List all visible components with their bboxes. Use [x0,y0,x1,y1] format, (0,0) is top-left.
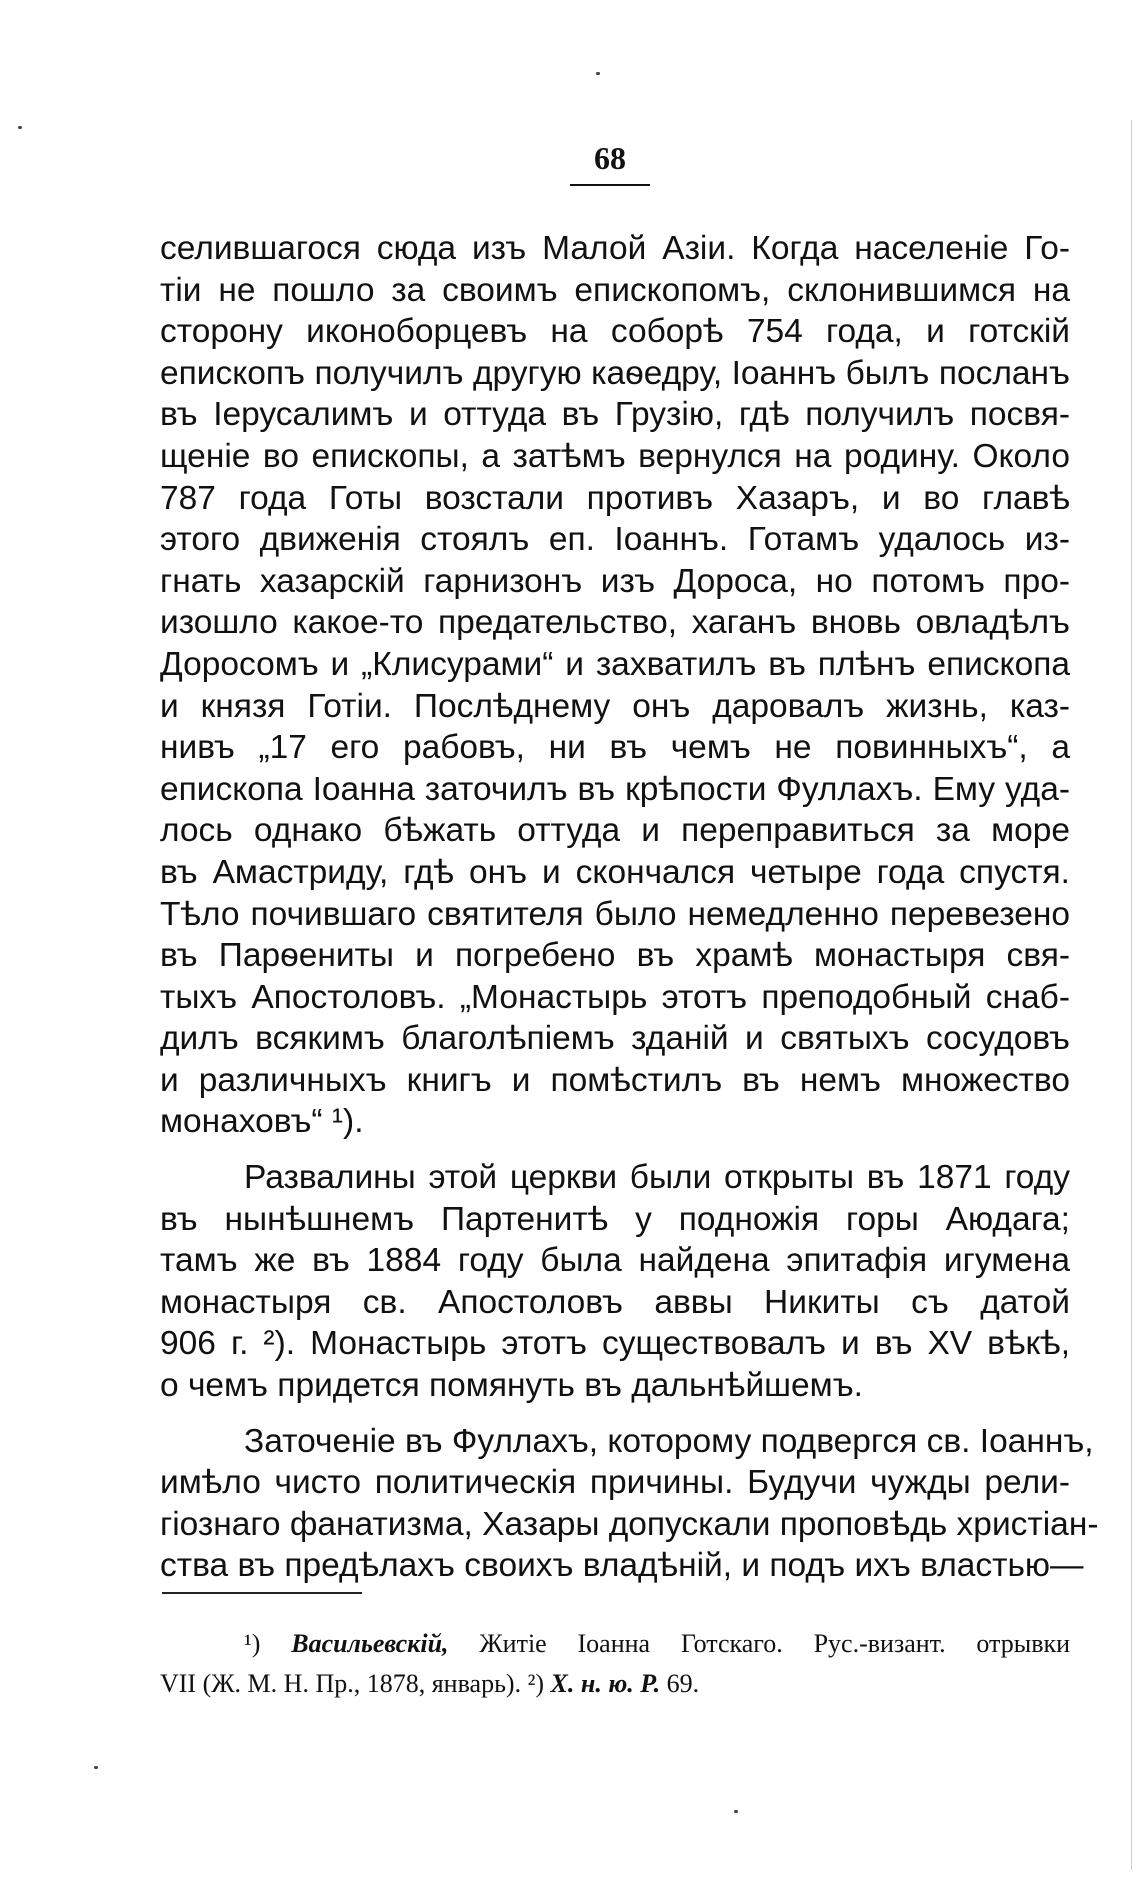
text-line: въ Парѳениты и погребено въ храмѣ монастыря свя- [160,937,1070,975]
text-line: 787 года Готы возстали противъ Хазаръ, и во главѣ [160,479,1070,517]
text-line: селившагося сюда изъ Малой Азіи. Когда населеніе Го- [160,230,1070,267]
text-line: Доросомъ и „Клисурами“ и захватилъ въ плѣнъ епископа [160,645,1070,683]
text-line: гнать хазарскій гарнизонъ изъ Дороса, но потомъ про- [160,562,1070,600]
footnote-author: Васильевскій, [291,1629,449,1658]
footnote-text: VII (Ж. М. Н. Пр., 1878, январь). [160,1669,522,1698]
text-line: имѣло чисто политическія причины. Будучи чужды рели- [160,1464,1070,1502]
footnote-marker: ¹) [244,1629,261,1658]
scan-speck [18,126,22,129]
text-line: въ Амастриду, гдѣ онъ и скончался четыре года спустя. [160,853,1070,891]
text-line: тыхъ Апостоловъ. „Монастырь этотъ преподобный снаб- [160,978,1070,1016]
footnote-line [160,1664,1070,1704]
text-line: и различныхъ книгъ и помѣстилъ въ немъ множество [160,1061,1070,1099]
text-line: этого движенія стоялъ еп. Іоаннъ. Готамъ удалось из- [160,521,1070,559]
text-line: гіознаго фанатизма, Хазары допускали проповѣдь христіан- [160,1505,1099,1543]
footnotes [160,1624,1070,1704]
text-line: сторону иконоборцевъ на соборѣ 754 года, и готскій [160,313,1070,351]
text-line: нивъ „17 его рабовъ, ни въ чемъ не повинныхъ“, а [160,729,1070,767]
scan-speck [596,72,600,75]
page-number-underline [570,184,650,186]
text-line: 906 г. ²). Монастырь этотъ существовалъ и въ XV вѣкѣ, [160,1325,1070,1363]
text-line: Заточеніе въ Фуллахъ, которому подвергся св. Іоаннъ, [244,1422,1094,1460]
footnote-line [160,1624,1070,1664]
text-line: епископа Іоанна заточилъ въ крѣпости Фуллахъ. Ему уда- [160,770,1070,808]
paragraph-gap [160,1143,1070,1157]
text-line: лось однако бѣжать оттуда и переправиться за море [160,812,1070,850]
footnote-reference: Х. н. ю. Р. [550,1669,661,1698]
main-text [160,228,1099,1587]
text-line: ства въ предѣлахъ своихъ владѣній, и подъ ихъ властью— [160,1547,1084,1585]
text-line: въ нынѣшнемъ Партенитѣ у подножія горы Аюдага; [160,1200,1070,1238]
text-line: щеніе во епископы, а затѣмъ вернулся на родину. Около [160,437,1070,475]
text-line: изошло какое-то предательство, хаганъ вновь овладѣлъ [160,604,1070,642]
text-line: о чемъ придется помянуть въ дальнѣйшемъ. [160,1367,863,1405]
text-line: монаховъ“ ¹). [160,1103,364,1141]
text-line: тамъ же въ 1884 году была найдена эпитафія игумена [160,1242,1070,1280]
paragraph-gap [160,1407,1070,1421]
text-line: Тѣло почившаго святителя было немедленно перевезено [160,895,1070,933]
text-line: Развалины этой церкви были открыты въ 1871 году [244,1159,1070,1197]
text-line: и князя Готіи. Послѣднему онъ даровалъ жизнь, каз- [160,687,1070,725]
footnote-text: Житіе Іоанна Готскаго. Рус.-визант. отрывки [479,1629,1071,1658]
scan-speck [734,1810,738,1813]
text-line: въ Іерусалимъ и оттуда въ Грузію, гдѣ получилъ посвя- [160,396,1070,434]
text-line: тіи не пошло за своимъ епископомъ, склонившимся на [160,271,1070,309]
page-number: 68 [594,140,626,176]
text-line: монастыря св. Апостоловъ аввы Никиты съ датой [160,1283,1070,1321]
text-line: епископъ получилъ другую каѳедру, Іоаннъ былъ посланъ [160,354,1070,392]
page-edge-shadow [1131,120,1132,1870]
footnote-marker: ²) [527,1669,545,1698]
footnote-page: 69. [666,1669,700,1698]
text-line: дилъ всякимъ благолѣпіемъ зданій и святыхъ сосудовъ [160,1020,1070,1058]
footnote-separator [162,1592,362,1594]
scan-speck [94,1766,98,1769]
